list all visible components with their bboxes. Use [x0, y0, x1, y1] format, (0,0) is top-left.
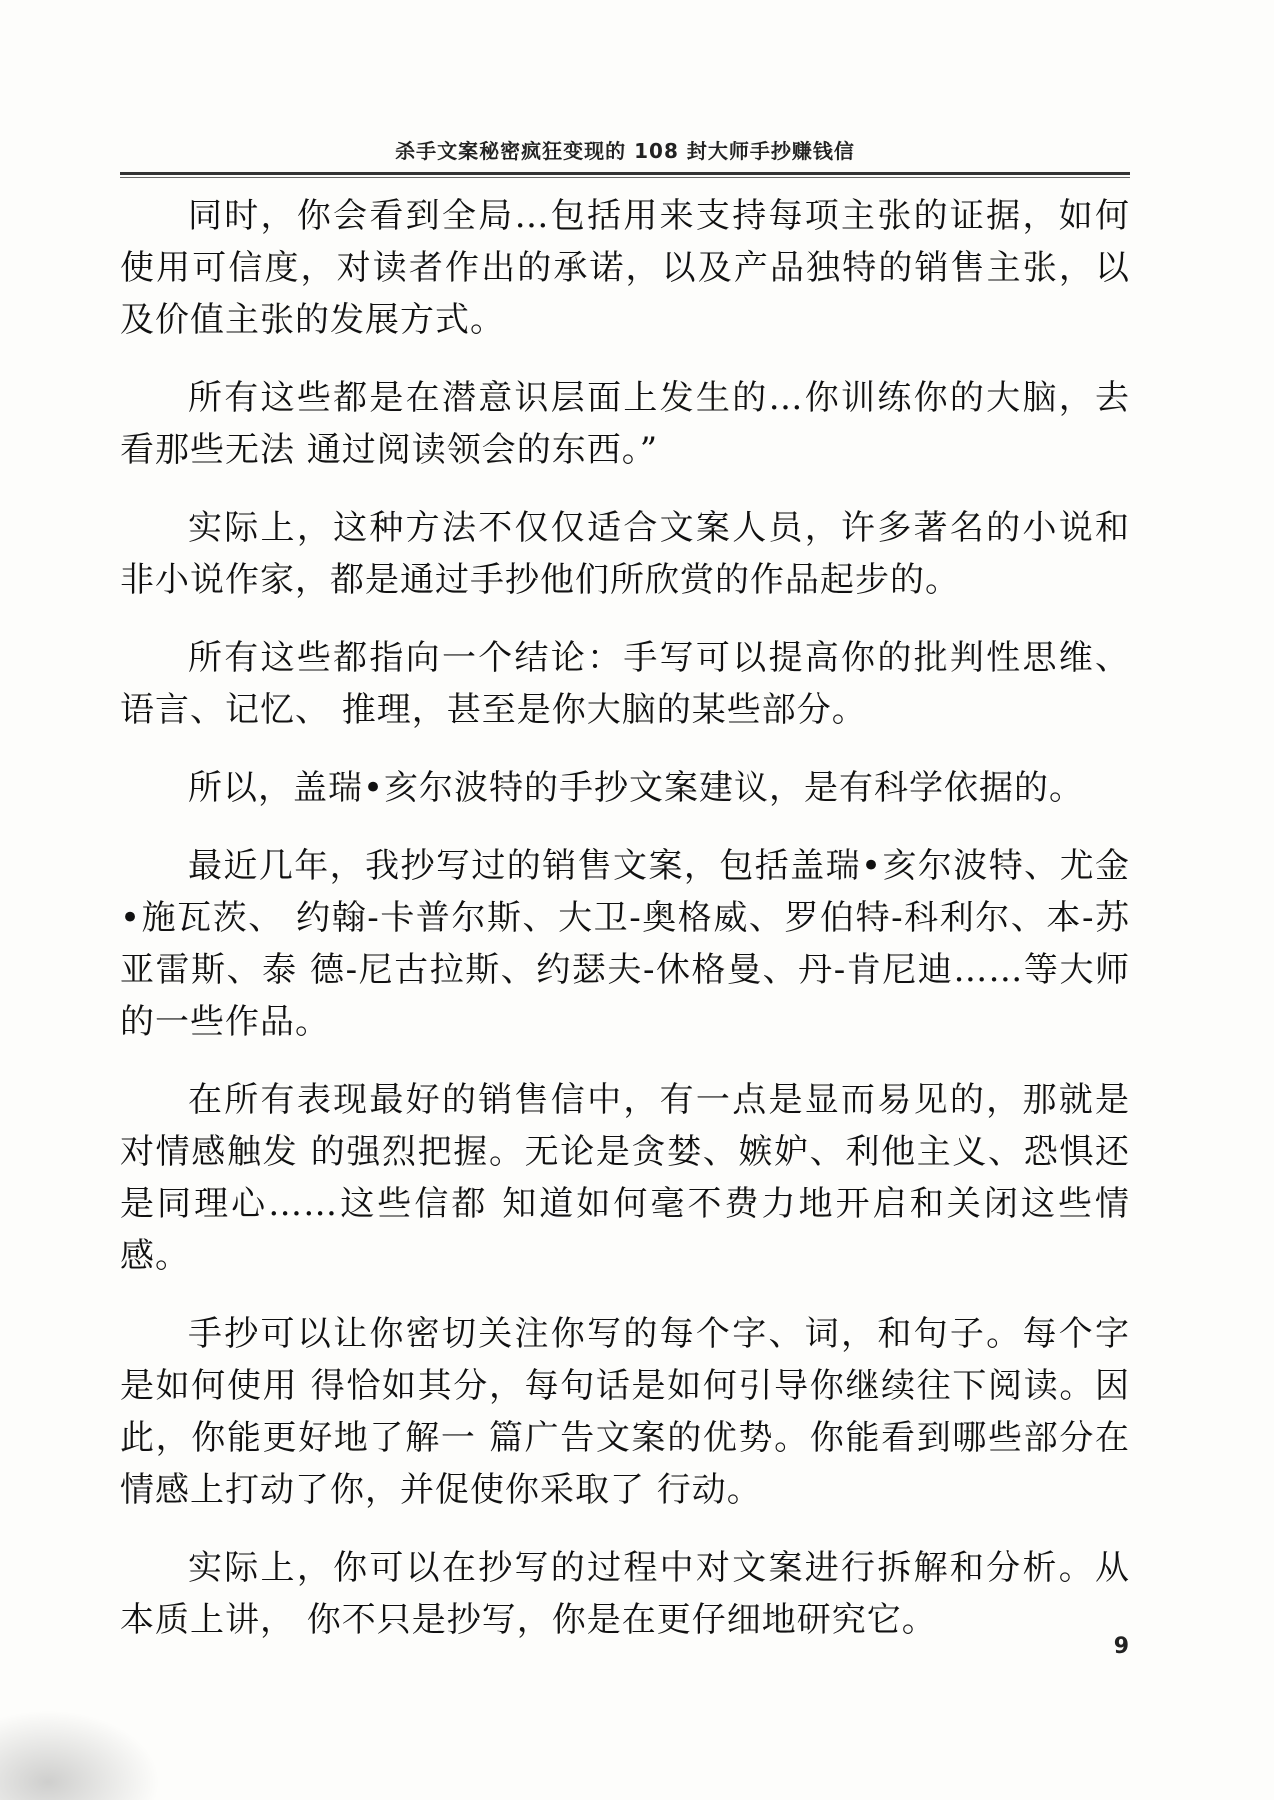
scan-smudge [0, 1710, 160, 1800]
paragraph: 所有这些都是在潜意识层面上发生的…你训练你的大脑，去看那些无法 通过阅读领会的东西。” [120, 378, 1130, 470]
paragraph: 手抄可以让你密切关注你写的每个字、词，和句子。每个字是如何使用 得恰如其分，每句话是如何引导你继续往下阅读。因此，你能更好地了解一 篇广告文案的优势。你能看到哪些部分在情感上打动了你，并促使你采取了 行动。 [120, 1314, 1130, 1510]
running-header: 杀手文案秘密疯狂变现的 108 封大师手抄赚钱信 [395, 139, 855, 163]
paragraph: 同时，你会看到全局…包括用来支持每项主张的证据，如何使用可信度，对读者作出的承诺，以及产品独特的销售主张，以及价值主张的发展方式。 [120, 196, 1130, 340]
paragraph: 实际上，这种方法不仅仅适合文案人员，许多著名的小说和非小说作家，都是通过手抄他们所欣赏的作品起步的。 [120, 508, 1130, 600]
header-rule [120, 172, 1130, 178]
paragraph: 所以，盖瑞•亥尔波特的手抄文案建议，是有科学依据的。 [188, 768, 1085, 808]
paragraph: 最近几年，我抄写过的销售文案，包括盖瑞•亥尔波特、尤金•施瓦茨、 约翰-卡普尔斯、大卫-奥格威、罗伯特-科利尔、本-苏亚雷斯、泰 德-尼古拉斯、约瑟夫-休格曼、丹-肯尼迪……等大师的一些作品。 [120, 846, 1130, 1042]
paragraph: 在所有表现最好的销售信中，有一点是显而易见的，那就是对情感触发 的强烈把握。无论是贪婪、嫉妒、利他主义、恐惧还是同理心……这些信都 知道如何毫不费力地开启和关闭这些情感。 [120, 1080, 1130, 1276]
paragraph: 实际上，你可以在抄写的过程中对文案进行拆解和分析。从本质上讲， 你不只是抄写，你是在更仔细地研究它。 [120, 1548, 1130, 1640]
paragraph: 所有这些都指向一个结论：手写可以提高你的批判性思维、语言、记忆、 推理，甚至是你大脑的某些部分。 [120, 638, 1130, 730]
body-text [120, 190, 1130, 1672]
page-number: 9 [1113, 1634, 1129, 1659]
